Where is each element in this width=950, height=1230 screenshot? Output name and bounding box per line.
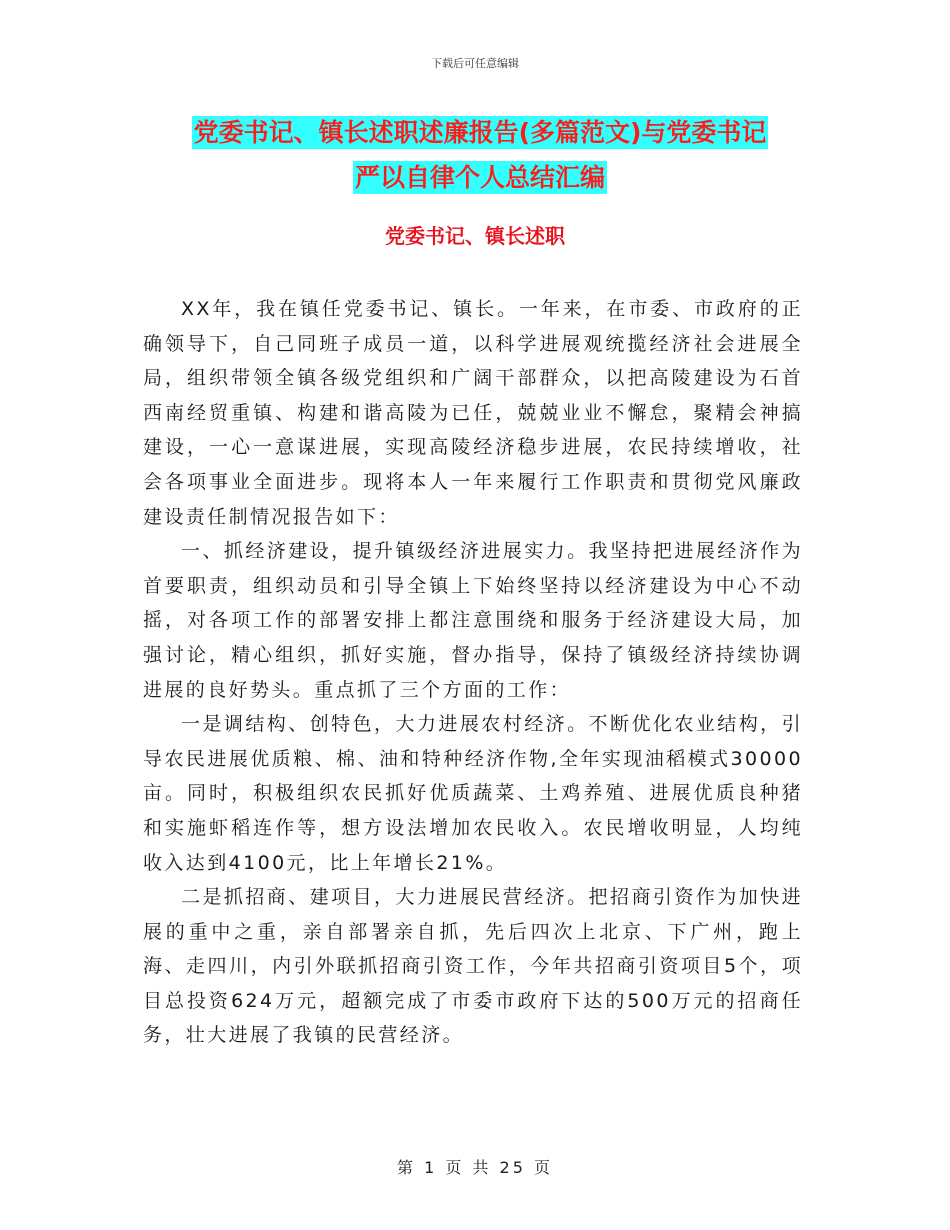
page-number-footer: 第 1 页 共 25 页	[397, 1158, 553, 1177]
section-heading: 党委书记、镇长述职	[385, 224, 565, 248]
document-title-line-2: 严以自律个人总结汇编	[354, 163, 605, 192]
paragraph: 一是调结构、创特色，大力进展农村经济。不断优化农业结构，引导农民进展优质粮、棉、油和特种经济作物,全年实现油稻模式30000亩。同时，积极组织农民抓好优质蔬菜、土鸡养殖、进展优质良种猪和实施虾稻连作等，想方设法增加农民收入。农民增收明显，人均纯收入达到4100元，比上年增长21%。	[143, 713, 803, 874]
paragraph: XX年，我在镇任党委书记、镇长。一年来，在市委、市政府的正确领导下，自己同班子成员一道，以科学进展观统揽经济社会进展全局，组织带领全镇各级党组织和广阔干部群众，以把高陵建设为石首西南经贸重镇、构建和谐高陵为已任，兢兢业业不懈怠，聚精会神搞建设，一心一意谋进展，实现高陵经济稳步进展，农民持续增收，社会各项事业全面进步。现将本人一年来履行工作职责和贯彻党风廉政建设责任制情况报告如下：	[143, 298, 803, 528]
body-text	[143, 292, 803, 1053]
document-title	[140, 110, 820, 200]
paragraph: 一、抓经济建设，提升镇级经济进展实力。我坚持把进展经济作为首要职责，组织动员和引导全镇上下始终坚持以经济建设为中心不动摇，对各项工作的部署安排上都注意围绕和服务于经济建设大局，加强讨论，精心组织，抓好实施，督办指导，保持了镇级经济持续协调进展的良好势头。重点抓了三个方面的工作：	[143, 540, 803, 701]
page-header-note: 下载后可任意编辑	[431, 57, 519, 70]
paragraph: 二是抓招商、建项目，大力进展民营经济。把招商引资作为加快进展的重中之重，亲自部署亲自抓，先后四次上北京、下广州，跑上海、走四川，内引外联抓招商引资工作，今年共招商引资项目5个，项目总投资624万元，超额完成了市委市政府下达的500万元的招商任务，壮大进展了我镇的民营经济。	[143, 886, 803, 1047]
document-title-line-1: 党委书记、镇长述职述廉报告(多篇范文)与党委书记	[193, 118, 767, 147]
